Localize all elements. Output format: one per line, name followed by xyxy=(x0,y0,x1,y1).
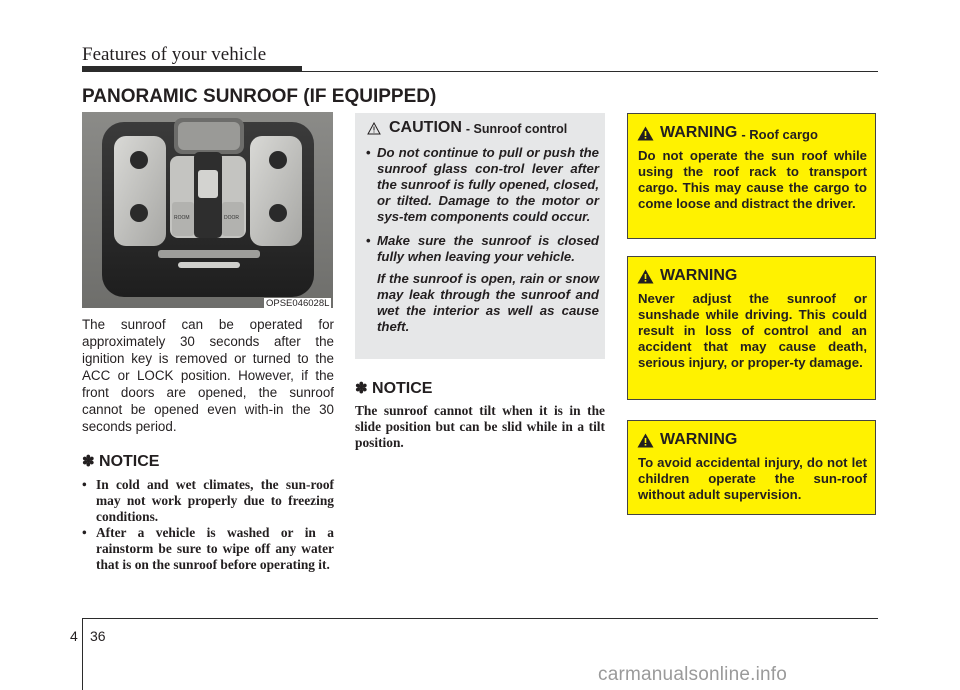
bullet: • xyxy=(366,233,371,248)
sunroof-operation-paragraph: The sunroof can be operated for approximately 30 seconds after the ignition key is removed or turned to the ACC or LOCK position. However, if the front doors are opened, the sunroof cannot be opened even with-in the 30 seconds period. xyxy=(82,317,334,434)
notice-list xyxy=(82,477,334,573)
tilt-notice-text: The sunroof cannot tilt when it is in the slide position but can be slid while in a tilt position. xyxy=(355,403,605,450)
warning-triangle-icon xyxy=(637,269,654,284)
warning-triangle-icon xyxy=(637,433,654,448)
warning-box-adjust-sunroof xyxy=(627,256,876,400)
warning-text: To avoid accidental injury, do not let children operate the sun-roof without adult supervision. xyxy=(638,455,867,502)
footer-divider xyxy=(82,618,83,690)
notice-title: NOTICE xyxy=(372,380,433,397)
header-rule xyxy=(302,71,878,72)
bullet: • xyxy=(82,477,87,492)
room-label: ROOM xyxy=(174,215,190,221)
warning-subtitle: - Roof cargo xyxy=(741,126,818,142)
warning-triangle-icon xyxy=(367,122,381,135)
notice-star-icon: ✽ xyxy=(355,380,368,397)
list-item xyxy=(82,477,334,525)
warning-heading xyxy=(637,431,737,449)
header-bar xyxy=(82,66,302,72)
warning-heading xyxy=(637,267,737,285)
caution-subtitle: - Sunroof control xyxy=(465,122,568,136)
warning-triangle-icon xyxy=(637,126,654,141)
caution-title: CAUTION xyxy=(389,119,462,136)
list-item-text: In cold and wet climates, the sun-roof may not work properly due to freezing conditions. xyxy=(96,477,334,524)
warning-text: Never adjust the sunroof or sunshade while driving. This could result in loss of control and an accident that may cause death, serious injury, or proper-ty damage. xyxy=(638,291,867,370)
overhead-console-photo xyxy=(82,112,333,308)
caution-heading xyxy=(367,119,567,137)
photo-code: OPSE046028L xyxy=(266,298,330,309)
list-item-text: Do not continue to pull or push the sunroof glass con-trol lever after the sunroof is fully opened, closed, or tilted. Damage to the motor or sys-tem components could occur. xyxy=(377,145,599,224)
warning-box-children xyxy=(627,420,876,515)
section-title: PANORAMIC SUNROOF (IF EQUIPPED) xyxy=(82,86,437,107)
notice-star-icon: ✽ xyxy=(82,453,95,470)
notice-title: NOTICE xyxy=(99,453,160,470)
bullet: • xyxy=(366,145,371,160)
caution-box xyxy=(355,113,605,359)
warning-title: WARNING xyxy=(660,431,738,448)
warning-title: WARNING xyxy=(660,124,738,141)
door-label: DOOR xyxy=(224,215,239,221)
warning-title: WARNING xyxy=(660,267,738,284)
list-item-text: Make sure the sunroof is closed fully when leaving your vehicle. xyxy=(377,233,599,264)
list-item xyxy=(366,145,599,225)
footer-rule xyxy=(82,618,878,619)
list-item-text: After a vehicle is washed or in a rainstorm be sure to wipe off any water that is on the sunroof before operating it. xyxy=(96,525,334,572)
watermark: carmanualsonline.info xyxy=(598,664,788,685)
page-number: 36 xyxy=(90,628,106,644)
notice-heading xyxy=(82,452,159,471)
warning-text: Do not operate the sun roof while using the roof rack to transport cargo. This may cause the cargo to come loose and distract the driver. xyxy=(638,148,867,211)
list-item xyxy=(82,525,334,573)
caution-list xyxy=(366,145,599,335)
overhead-console-illustration xyxy=(82,112,333,308)
list-item xyxy=(366,233,599,265)
running-header: Features of your vehicle xyxy=(82,44,267,65)
caution-extra-text: If the sunroof is open, rain or snow may leak through the sunroof and wet the interior as well as cause theft. xyxy=(377,271,599,334)
warning-heading xyxy=(637,124,818,142)
chapter-number: 4 xyxy=(70,628,78,644)
bullet: • xyxy=(82,525,87,540)
notice-heading xyxy=(355,379,432,398)
warning-box-roof-cargo xyxy=(627,113,876,239)
